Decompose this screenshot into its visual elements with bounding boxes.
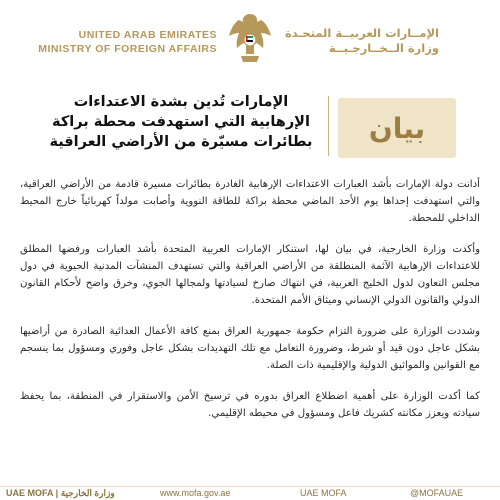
statement-title-block bbox=[48, 90, 456, 162]
footer-website-link[interactable]: www.mofa.gov.ae bbox=[160, 488, 231, 498]
org-name-arabic bbox=[285, 26, 439, 56]
uae-falcon-emblem-icon bbox=[225, 10, 275, 68]
footer-social-mofa[interactable]: UAE MOFA bbox=[300, 488, 347, 498]
paragraph-2: وأكدت وزارة الخارجية، في بيان لها، استنكار الإمارات العربية المتحدة بأشد العبارات ورفضها المطلق للاعتداءات الإرهابية الآثمة المنطلقة من الأراضي العراقية والتي تستهدف المنشآت المدنية الحيوية في دول مجلس التعاون لدول الخليج العربية، في انتهاك صارخ لسيادتها ولمجالها الجوي، وخرق واضح لأحكام القانون الدولي والقانون الدولي الإنساني وميثاق الأمم المتحدة. bbox=[20, 244, 480, 306]
org-en-line2: MINISTRY OF FOREIGN AFFAIRS bbox=[38, 43, 217, 55]
org-ar-line2: وزارة الــخــارجـيــة bbox=[328, 41, 439, 55]
paragraph-1: أدانت دولة الإمارات بأشد العبارات الاعتداءات الإرهابية الغادرة بطائرات مسيرة قادمة من الأراضي العراقية، والتي استهدفت إحداها يوم الأحد الماضي محطة براكة للطاقة النووية وأصابت مولداً كهربائياً خارج المحيط الداخلي للمحطة. bbox=[20, 179, 480, 224]
statement-body bbox=[20, 176, 480, 436]
org-en-line1: UNITED ARAB EMIRATES bbox=[78, 29, 217, 41]
paragraph-3: وشددت الوزارة على ضرورة التزام حكومة جمهورية العراق بمنع كافة الأعمال العدائية الصادرة من أراضيها بشكل عاجل دون قيد أو شرط، وضرورة التعامل مع تلك التهديدات بشكل عاجل وفوري ومسؤول بما ينسجم مع القوانين والمواثيق الدولية والإقليمية ذات الصلة. bbox=[20, 326, 480, 371]
footer-brand: UAE MOFA | وزارة الخارجية bbox=[6, 488, 115, 498]
paragraph-4: كما أكدت الوزارة على أهمية اضطلاع العراق بدوره في ترسيخ الأمن والاستقرار في المنطقة، بما يحفظ سيادته ويعزز مكانته كشريك فاعل ومسؤول في محيطه الإقليمي. bbox=[20, 391, 480, 419]
statement-badge: بيان bbox=[338, 98, 456, 158]
org-name-english bbox=[38, 28, 217, 56]
title-divider bbox=[328, 96, 329, 156]
header bbox=[0, 0, 500, 80]
footer bbox=[0, 486, 500, 500]
footer-social-handle[interactable]: @MOFAUAE bbox=[410, 488, 464, 498]
page-title: الإمارات تُدين بشدة الاعتداءات الإرهابية التي استهدفت محطة براكة بطائرات مسيّرة من الأراضي العراقية bbox=[49, 94, 313, 150]
org-ar-line1: الإمــارات العربيــة المتحـدة bbox=[285, 26, 439, 40]
